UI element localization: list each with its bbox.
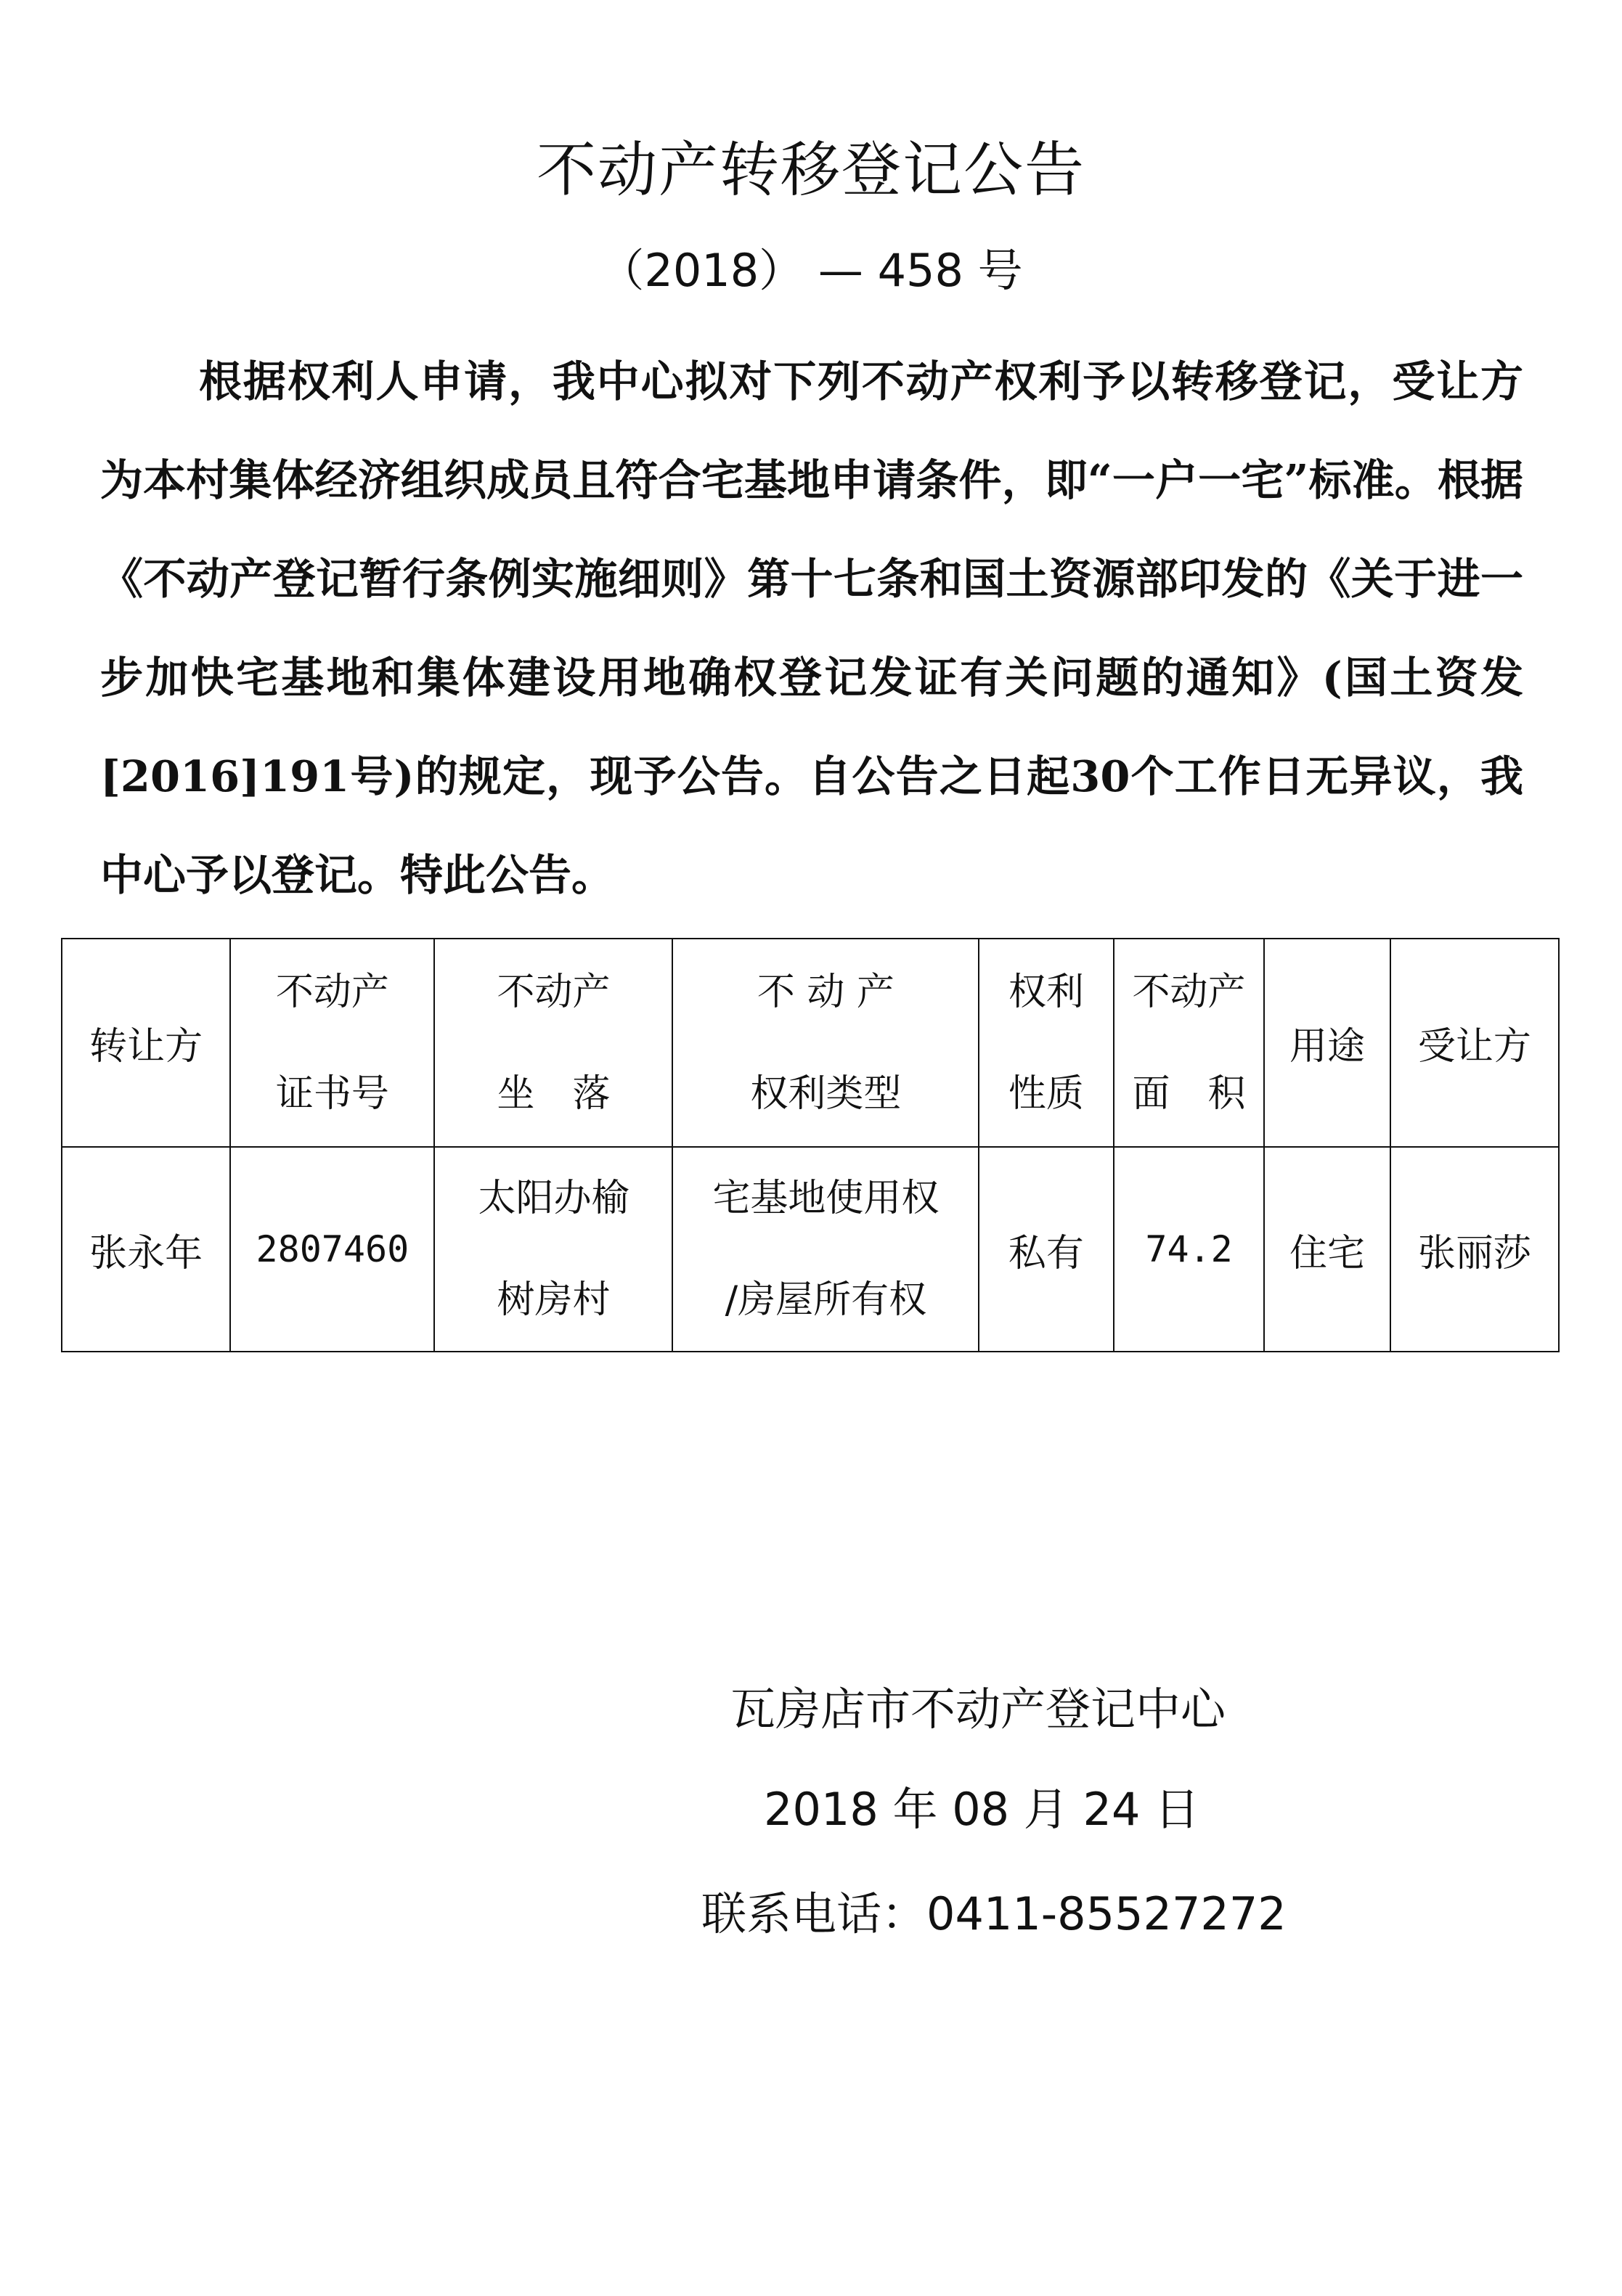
header-location-line1: 不动产: [497, 970, 611, 1014]
cell-right-type: [672, 1147, 979, 1352]
cell-area: 74.2: [1114, 1147, 1265, 1352]
header-nature: [979, 939, 1113, 1147]
table-row: [62, 1147, 1559, 1352]
notice-number: （2018） — 458 号: [599, 244, 1023, 297]
cell-right-type-line2: /房屋所有权: [725, 1278, 927, 1322]
header-transferee: 受让方: [1390, 939, 1559, 1147]
notice-body: 根据权利人申请，我中心拟对下列不动产权利予以转移登记，受让方为本村集体经济组织成员且符合宅基地申请条件，即“一户一宅”标准。根据《不动产登记暂行条例实施细则》第十七条和国土资源部印发的《关于进一步加快宅基地和集体建设用地确权登记发证有关问题的通知》(国土资发[2016]191号)的规定，现予公告。自公告之日起30个工作日无异议，我中心予以登记。特此公告。: [100, 356, 1523, 900]
cell-cert-no: 2807460: [230, 1147, 434, 1352]
page-title: 不动产转移登记公告: [536, 136, 1085, 205]
footer-phone: 联系电话：0411-85527272: [701, 1887, 1287, 1940]
header-nature-line2: 性质: [1008, 1071, 1084, 1116]
header-location-line2: 坐 落: [497, 1071, 611, 1116]
table-header-row: [62, 939, 1559, 1147]
header-location: [434, 939, 672, 1147]
footer-date: 2018 年 08 月 24 日: [764, 1783, 1200, 1836]
header-nature-line1: 权利: [1008, 970, 1084, 1014]
header-right-type-line1: 不 动 产: [757, 970, 894, 1014]
footer-issuer: 瓦房店市不动产登记中心: [730, 1683, 1226, 1736]
header-cert-no: [230, 939, 434, 1147]
transfer-table: [61, 938, 1560, 1352]
cell-location-line2: 树房村: [497, 1278, 611, 1322]
cell-location-line1: 太阳办榆: [478, 1177, 629, 1220]
header-usage: 用途: [1264, 939, 1390, 1147]
header-area-line1: 不动产: [1132, 970, 1246, 1014]
cell-nature: 私有: [979, 1147, 1113, 1352]
cell-transferee: 张丽莎: [1390, 1147, 1559, 1352]
cell-usage: 住宅: [1264, 1147, 1390, 1352]
header-area: [1114, 939, 1265, 1147]
cell-right-type-line1: 宅基地使用权: [712, 1177, 940, 1220]
header-right-type: [672, 939, 979, 1147]
header-cert-no-line2: 证书号: [275, 1071, 389, 1116]
header-transferor: 转让方: [62, 939, 230, 1147]
header-right-type-line2: 权利类型: [750, 1071, 902, 1116]
header-cert-no-line1: 不动产: [275, 970, 389, 1014]
header-area-line2: 面 积: [1132, 1071, 1246, 1116]
cell-transferor: 张永年: [62, 1147, 230, 1352]
cell-location: [434, 1147, 672, 1352]
